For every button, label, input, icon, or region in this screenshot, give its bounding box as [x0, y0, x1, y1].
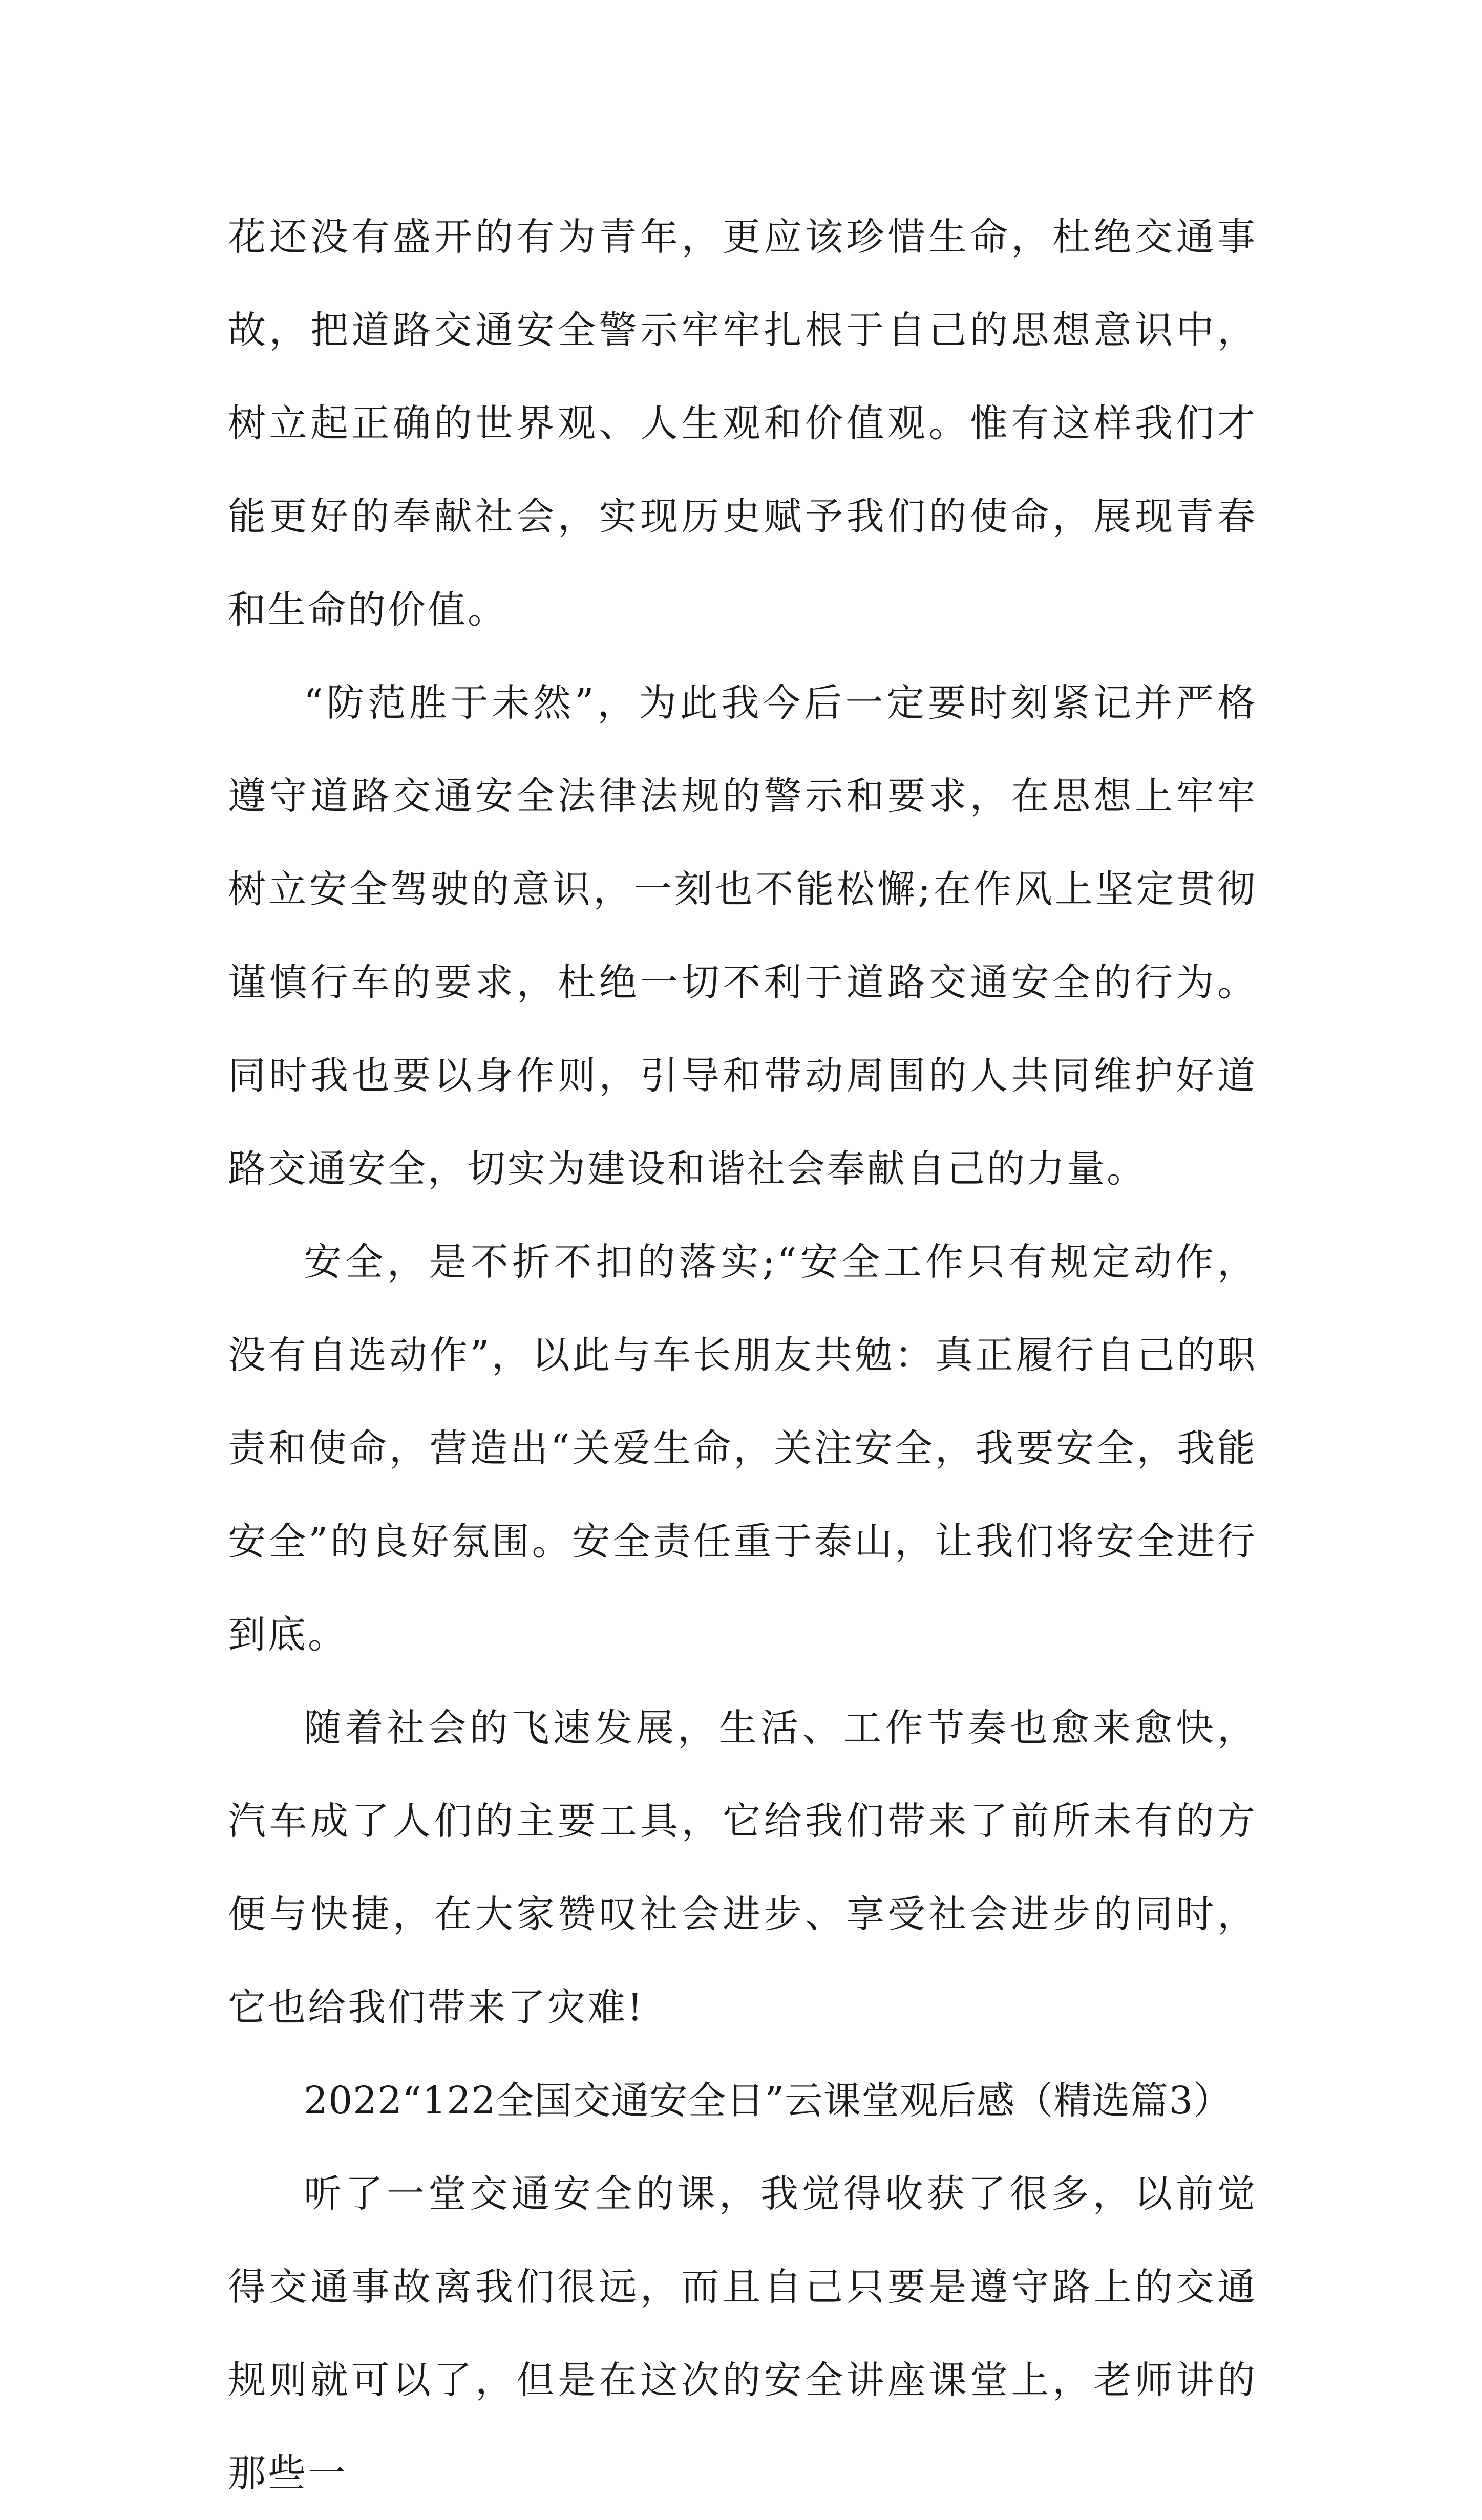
- section-heading: 2022“122全国交通安全日”云课堂观后感（精选篇3）: [304, 2079, 1232, 2123]
- paragraph-continued: 花还没有盛开的有为青年，更应该珍惜生命，杜绝交通事故，把道路交通安全警示牢牢扎根于自己的思想意识中，树立起正确的世界观、人生观和价值观。惟有这样我们才能更好的奉献社会，实现历史赋予我们的使命，展现青春和生命的价值。: [228, 215, 1257, 632]
- paragraph-safety: 安全，是不折不扣的落实;“安全工作只有规定动作，没有自选动作”，以此与车长朋友共勉：真正履行自己的职责和使命，营造出“关爱生命，关注安全，我要安全，我能安全”的良好氛围。安全责任重于泰山，让我们将安全进行到底。: [228, 1240, 1257, 1657]
- paragraph-prevention: “防范胜于未然”，为此我今后一定要时刻紧记并严格遵守道路交通安全法律法规的警示和要求，在思想上牢牢树立安全驾驶的意识，一刻也不能松懈;在作风上坚定贯彻谨慎行车的要求，杜绝一切不利于道路交通安全的行为。同时我也要以身作则，引导和带动周围的人共同维护好道路交通安全，切实为建设和谐社会奉献自己的力量。: [228, 681, 1257, 1191]
- body-text: [228, 190, 1257, 2520]
- paragraph-lecture: 听了一堂交通安全的课，我觉得收获了很多，以前觉得交通事故离我们很远，而且自己只要是遵守路上的交通规则就可以了，但是在这次的安全讲座课堂上，老师讲的那些一: [228, 2172, 1257, 2495]
- paragraph-society: 随着社会的飞速发展，生活、工作节奏也愈来愈快，汽车成了人们的主要工具，它给我们带来了前所未有的方便与快捷，在大家赞叹社会进步、享受社会进步的同时，它也给我们带来了灾难!: [228, 1706, 1257, 2030]
